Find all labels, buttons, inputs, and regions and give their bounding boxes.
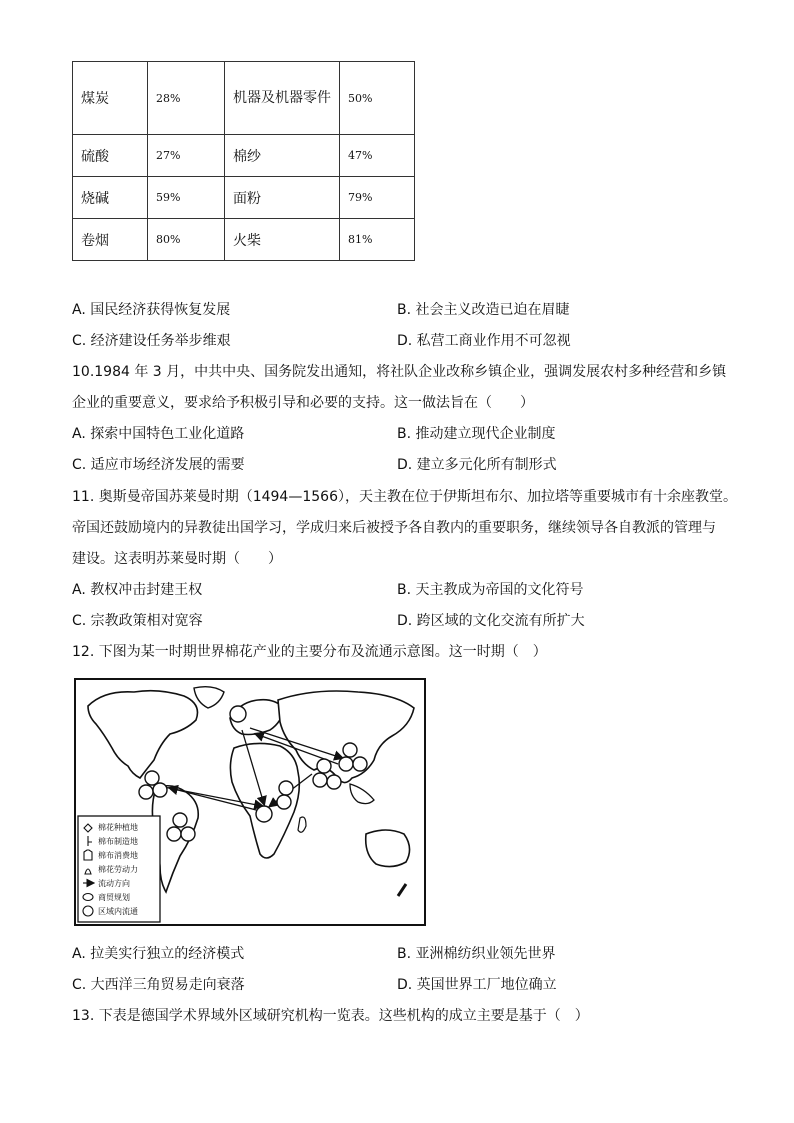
- q11-option-a[interactable]: A. 教权冲击封建王权: [72, 582, 203, 598]
- q10-option-c[interactable]: C. 适应市场经济发展的需要: [72, 457, 245, 473]
- cluster-symbol: [153, 783, 167, 797]
- table-row: [73, 62, 415, 135]
- q11-option-b[interactable]: B. 天主教成为帝国的文化符号: [397, 582, 584, 598]
- cluster-symbol: [173, 813, 187, 827]
- table-cell: 28%: [148, 62, 225, 135]
- table-row: [73, 219, 415, 261]
- q12-option-c[interactable]: C. 大西洋三角贸易走向衰落: [72, 977, 245, 993]
- table-cell: 硫酸: [73, 135, 148, 177]
- q10-option-b[interactable]: B. 推动建立现代企业制度: [397, 426, 556, 442]
- table-cell: 棉纱: [225, 135, 340, 177]
- legend-trade-icon: [83, 894, 93, 901]
- cluster-symbol: [167, 827, 181, 841]
- map-legend: [78, 816, 160, 922]
- legend-label: 流动方向: [98, 879, 130, 888]
- q11-option-c[interactable]: C. 宗教政策相对宽容: [72, 613, 203, 629]
- q9-option-c[interactable]: C. 经济建设任务举步维艰: [72, 333, 231, 349]
- q12-stem: 12. 下图为某一时期世界棉花产业的主要分布及流通示意图。这一时期（ ）: [72, 644, 547, 660]
- legend-label: 棉布制造地: [98, 837, 138, 846]
- legend-label: 棉布消费地: [98, 851, 138, 860]
- q11-option-d[interactable]: D. 跨区域的文化交流有所扩大: [397, 613, 585, 629]
- table-cell: 27%: [148, 135, 225, 177]
- cluster-symbol: [230, 706, 246, 722]
- statistics-table: [72, 61, 415, 261]
- legend-label: 商贸规划: [98, 893, 130, 902]
- q9-option-a[interactable]: A. 国民经济获得恢复发展: [72, 302, 231, 318]
- cluster-symbol: [339, 757, 353, 771]
- q13-stem: 13. 下表是德国学术界域外区域研究机构一览表。这些机构的成立主要是基于（ ）: [72, 1008, 589, 1024]
- cluster-symbol: [317, 759, 331, 773]
- legend-label: 区域内流通: [98, 907, 138, 916]
- q10-option-a[interactable]: A. 探索中国特色工业化道路: [72, 426, 245, 442]
- table-cell: 火柴: [225, 219, 340, 261]
- legend-shirt-icon: [84, 850, 92, 860]
- table-row: [73, 135, 415, 177]
- australia-shape: [366, 830, 410, 867]
- q10-stem-line2: 企业的重要意义，要求给予积极引导和必要的支持。这一做法旨在（ ）: [72, 395, 534, 411]
- cluster-symbol: [279, 781, 293, 795]
- q12-option-b[interactable]: B. 亚洲棉纺织业领先世界: [397, 946, 556, 962]
- cluster-symbol: [256, 806, 272, 822]
- table-cell: 81%: [340, 219, 415, 261]
- table-cell: 卷烟: [73, 219, 148, 261]
- q10-option-d[interactable]: D. 建立多元化所有制形式: [397, 457, 557, 473]
- table-cell: 烧碱: [73, 177, 148, 219]
- cluster-symbol: [139, 785, 153, 799]
- cluster-symbol: [327, 775, 341, 789]
- cotton-world-map: [74, 678, 426, 926]
- table-cell: 机器及机器零件: [225, 62, 340, 135]
- table-cell: 47%: [340, 135, 415, 177]
- q11-stem-line3: 建设。这表明苏莱曼时期（ ）: [72, 551, 282, 567]
- legend-region-icon: [83, 906, 93, 916]
- table-cell: 50%: [340, 62, 415, 135]
- q11-stem-line2: 帝国还鼓励境内的异教徒出国学习，学成归来后被授予各自教内的重要职务，继续领导各自教派的管理与: [72, 520, 716, 536]
- cluster-symbol: [277, 795, 291, 809]
- q9-option-b[interactable]: B. 社会主义改造已迫在眉睫: [397, 302, 570, 318]
- q11-stem-line1: 11. 奥斯曼帝国苏莱曼时期（1494—1566），天主教在位于伊斯坦布尔、加拉塔等重要城市有十余座教堂。: [72, 489, 737, 505]
- table-cell: 59%: [148, 177, 225, 219]
- table-row: [73, 177, 415, 219]
- cluster-symbol: [181, 827, 195, 841]
- cluster-symbol: [343, 743, 357, 757]
- q12-option-d[interactable]: D. 英国世界工厂地位确立: [397, 977, 557, 993]
- table-cell: 面粉: [225, 177, 340, 219]
- table-cell: 80%: [148, 219, 225, 261]
- cluster-symbol: [145, 771, 159, 785]
- table-cell: 煤炭: [73, 62, 148, 135]
- cluster-symbol: [353, 757, 367, 771]
- q9-option-d[interactable]: D. 私营工商业作用不可忽视: [397, 333, 571, 349]
- legend-label: 棉花劳动力: [98, 865, 138, 874]
- q10-stem-line1: 10.1984 年 3 月，中共中央、国务院发出通知，将社队企业改称乡镇企业，强调发展农村多种经营和乡镇: [72, 364, 727, 380]
- table-cell: 79%: [340, 177, 415, 219]
- cluster-symbol: [313, 773, 327, 787]
- legend-label: 棉花种植地: [98, 823, 138, 832]
- q12-option-a[interactable]: A. 拉美实行独立的经济模式: [72, 946, 245, 962]
